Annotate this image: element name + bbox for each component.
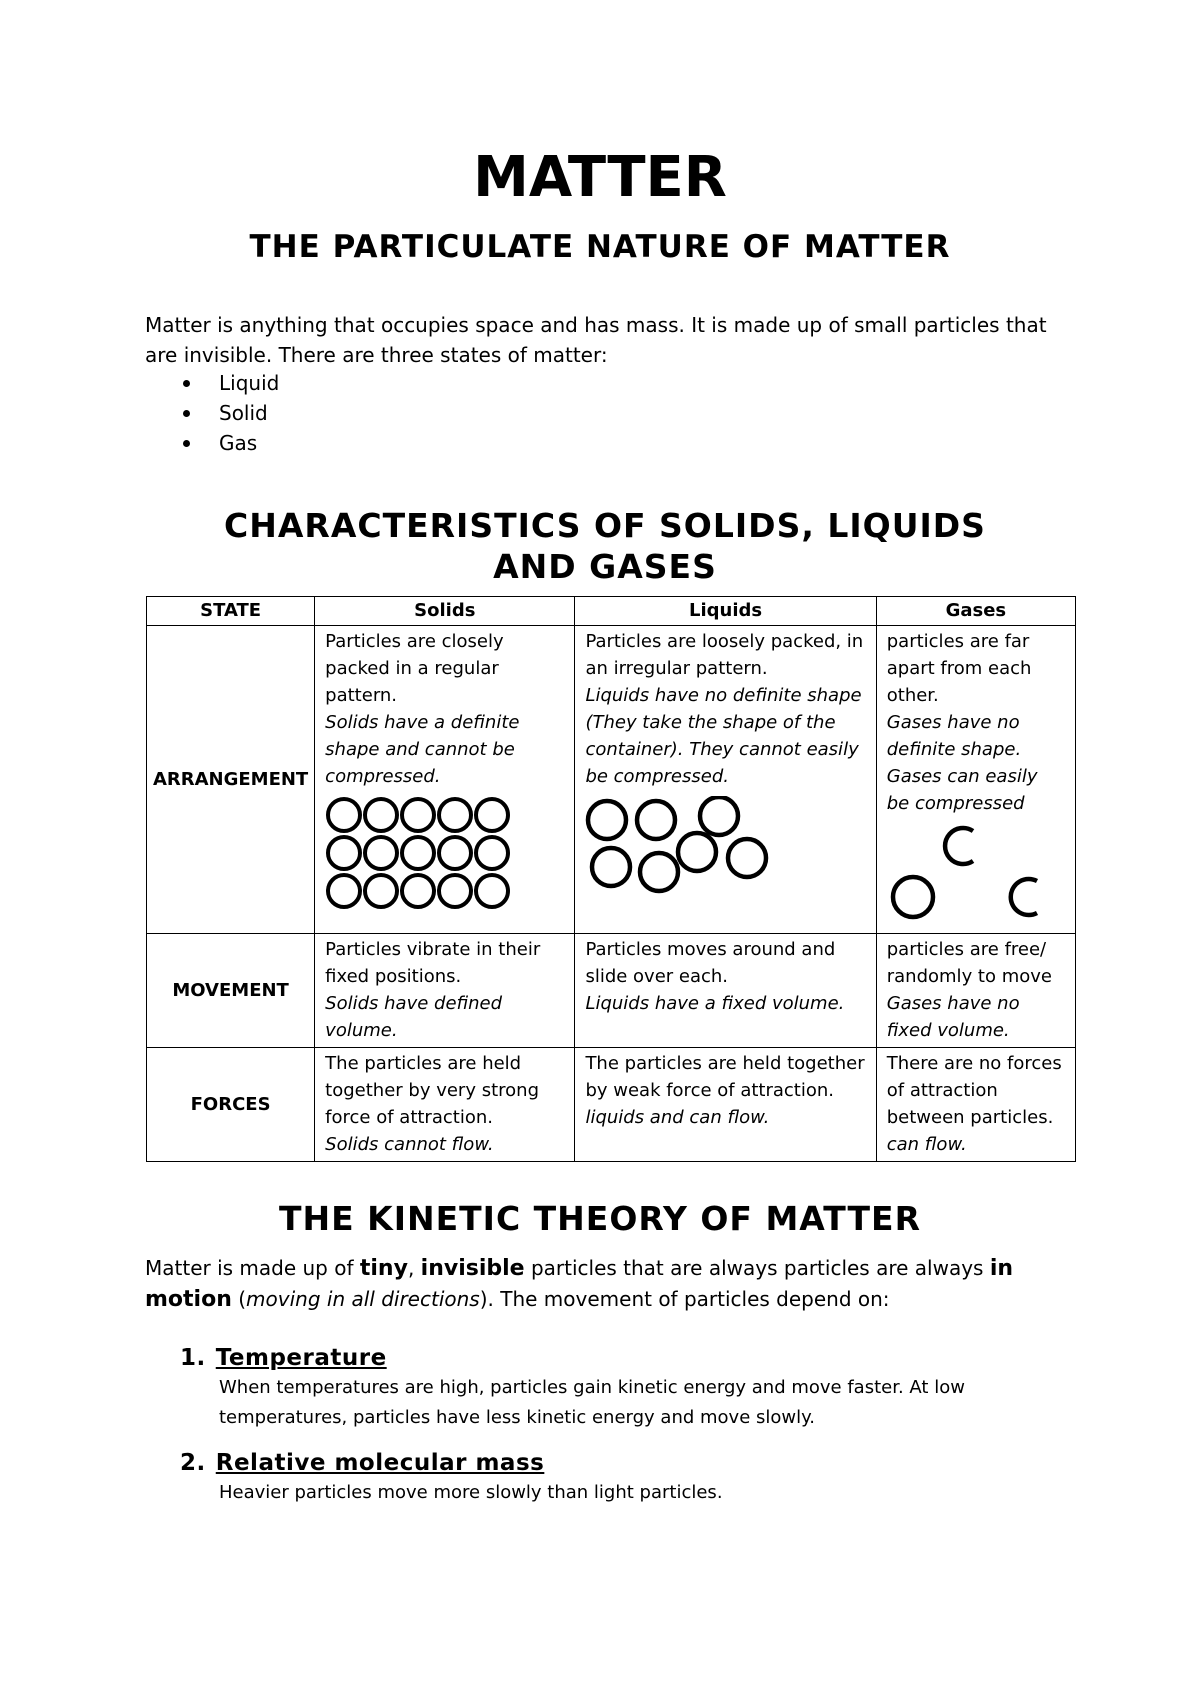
- table-row: [147, 626, 1076, 934]
- cell-text: Particles moves around and slide over each.: [585, 939, 836, 987]
- cell-forces-solids: [315, 1048, 575, 1162]
- characteristics-table: [146, 596, 1076, 1162]
- cell-note: Solids have a definite shape and cannot be compressed.: [325, 712, 520, 787]
- text-run: tiny: [359, 1256, 408, 1281]
- header-gases: Gases: [876, 597, 1075, 626]
- cell-arrangement-gases: [876, 626, 1075, 934]
- kinetic-paragraph: [145, 1253, 1075, 1315]
- cell-arrangement-liquids: [575, 626, 876, 934]
- kinetic-heading: THE KINETIC THEORY OF MATTER: [278, 1199, 921, 1238]
- text-run: invisible: [420, 1256, 525, 1281]
- text-run: ,: [407, 1256, 421, 1280]
- cell-text: There are no forces of attraction between particles.: [886, 1053, 1062, 1128]
- page-subtitle: THE PARTICULATE NATURE OF MATTER: [249, 229, 951, 265]
- cell-text: The particles are held together by weak force of attraction.: [585, 1053, 865, 1101]
- intro-paragraph: Matter is anything that occupies space and has mass. It is made up of small particles that are invisible. There are three states of matter:: [145, 313, 1047, 367]
- factor-heading-molecular-mass: [180, 1448, 544, 1478]
- factor-title: Relative molecular mass: [215, 1450, 545, 1476]
- cell-note: Solids have defined volume.: [325, 993, 503, 1041]
- solid-particles-diagram: [325, 796, 515, 914]
- cell-note: Gases have no fixed volume.: [886, 993, 1020, 1041]
- cell-note: can flow.: [886, 1134, 967, 1155]
- factor-text-molecular-mass: Heavier particles move more slowly than light particles.: [219, 1482, 723, 1503]
- row-label-movement: MOVEMENT: [147, 934, 315, 1048]
- cell-text: particles are free/ randomly to move: [886, 939, 1053, 987]
- liquid-particles-diagram: [585, 796, 785, 896]
- table-row: [147, 1048, 1076, 1162]
- text-run: (: [231, 1287, 247, 1311]
- text-run: in: [989, 1256, 1014, 1281]
- factor-title: Temperature: [215, 1345, 387, 1371]
- table-header-row: [147, 597, 1076, 626]
- row-label-arrangement: ARRANGEMENT: [147, 626, 315, 934]
- cell-movement-liquids: [575, 934, 876, 1048]
- list-item: Solid: [145, 398, 279, 428]
- cell-note: Gases have no definite shape. Gases can easily be compressed: [886, 712, 1038, 814]
- cell-text: The particles are held together by very strong force of attraction.: [325, 1053, 539, 1128]
- cell-movement-solids: [315, 934, 575, 1048]
- cell-note: liquids and can flow.: [585, 1107, 770, 1128]
- cell-forces-gases: [876, 1048, 1075, 1162]
- factor-text-temperature: When temperatures are high, particles gain kinetic energy and move faster. At low temperatures, particles have less kinetic energy and move slowly.: [219, 1377, 965, 1428]
- factor-number: 2.: [180, 1450, 206, 1476]
- factor-heading-temperature: [180, 1343, 387, 1373]
- text-run: particles that are always particles are always: [524, 1256, 990, 1280]
- cell-text: Particles are closely packed in a regular pattern.: [325, 631, 504, 706]
- characteristics-heading: CHARACTERISTICS OF SOLIDS, LIQUIDS AND GASES: [224, 506, 986, 586]
- cell-text: Particles vibrate in their fixed positions.: [325, 939, 541, 987]
- factor-number: 1.: [180, 1345, 206, 1371]
- text-run: motion: [145, 1287, 232, 1312]
- cell-note: Solids cannot flow.: [325, 1134, 494, 1155]
- list-item: Gas: [145, 428, 279, 458]
- header-solids: Solids: [315, 597, 575, 626]
- cell-movement-gases: [876, 934, 1075, 1048]
- text-run: ). The movement of particles depend on:: [479, 1287, 890, 1311]
- cell-note: Liquids have no definite shape (They take the shape of the container). They cannot easily be compressed.: [585, 685, 862, 787]
- page-title: MATTER: [473, 145, 727, 210]
- gas-particles-diagram: [887, 823, 1057, 923]
- header-liquids: Liquids: [575, 597, 876, 626]
- row-label-forces: FORCES: [147, 1048, 315, 1162]
- cell-arrangement-solids: [315, 626, 575, 934]
- cell-note: Liquids have a fixed volume.: [585, 993, 845, 1014]
- table-row: [147, 934, 1076, 1048]
- cell-text: particles are far apart from each other.: [886, 631, 1032, 706]
- cell-forces-liquids: [575, 1048, 876, 1162]
- text-run: Matter is made up of: [145, 1256, 360, 1280]
- header-state: STATE: [147, 597, 315, 626]
- text-run: moving in all directions: [246, 1287, 480, 1311]
- states-list: [145, 368, 279, 458]
- cell-text: Particles are loosely packed, in an irregular pattern.: [585, 631, 864, 679]
- list-item: Liquid: [145, 368, 279, 398]
